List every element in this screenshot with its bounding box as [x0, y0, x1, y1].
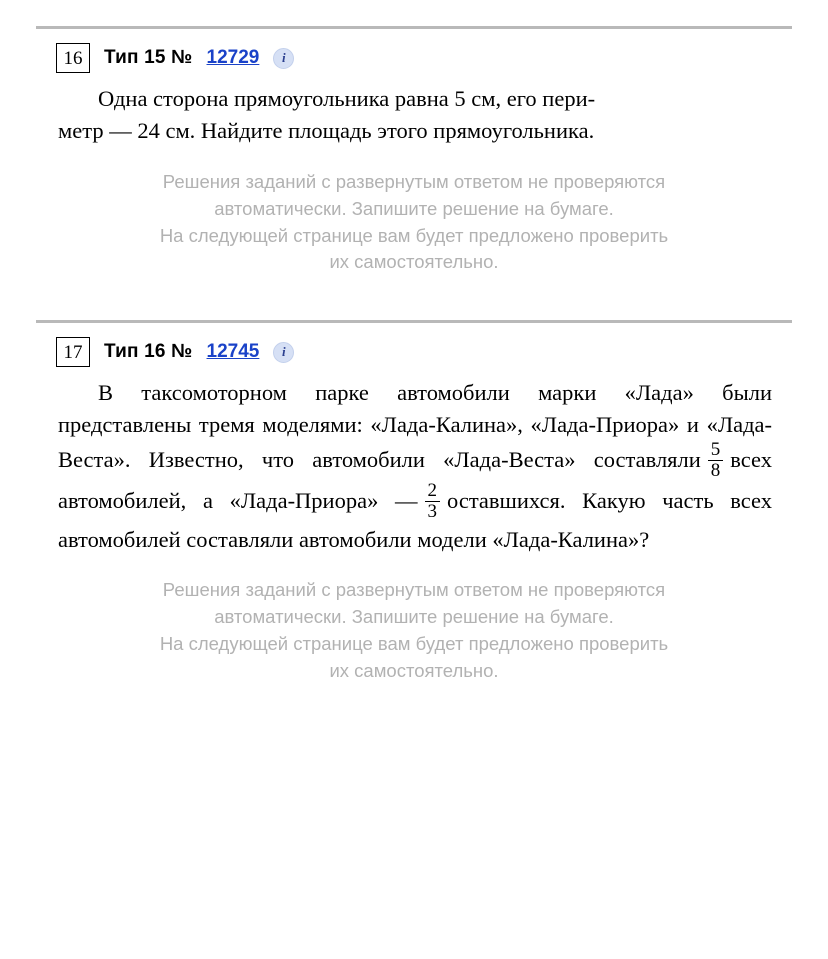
bottom-spacer — [36, 685, 792, 721]
task-block — [36, 29, 792, 276]
fraction-five-eighths — [708, 440, 724, 481]
statement-text: оставшихся. Какую часть всех автомобилей составляли автомобили модели «Лада-Калина»? — [58, 488, 772, 552]
fraction-two-thirds — [425, 481, 441, 522]
task-number-box: 16 — [56, 43, 90, 73]
info-icon[interactable]: i — [273, 48, 294, 69]
note-line: Решения заданий с развернутым ответом не проверяются — [162, 579, 666, 601]
section-spacer — [36, 276, 792, 320]
statement-text: всех автомобилей, а «Лада-Приора» — — [58, 446, 772, 514]
fraction-numerator: 2 — [427, 480, 438, 502]
note-line: автоматически. Запишите решение на бумаге. — [214, 197, 614, 219]
task-statement — [36, 377, 792, 555]
fraction-denominator: 8 — [708, 460, 724, 481]
task-type-label: Тип 15 № — [104, 47, 193, 68]
task-block — [36, 323, 792, 685]
task-header — [36, 43, 792, 73]
statement-text: Одна сторона прямоугольника равна 5 см, его пери- — [98, 86, 596, 111]
task-id-link[interactable]: 12745 — [206, 341, 260, 363]
note-line: их самостоятельно. — [329, 251, 499, 273]
task-number-box: 17 — [56, 337, 90, 367]
info-icon[interactable]: i — [273, 342, 294, 363]
task-type-label: Тип 16 № — [104, 341, 193, 363]
statement-line — [58, 115, 772, 147]
note-line: На следующей странице вам будет предложено проверить — [159, 224, 669, 246]
statement-paragraph — [58, 377, 772, 555]
task-note — [36, 147, 792, 276]
note-line: автоматически. Запишите решение на бумаге. — [214, 606, 614, 628]
note-line: их самостоятельно. — [329, 659, 499, 681]
fraction-numerator: 5 — [710, 439, 721, 460]
task-header — [36, 337, 792, 367]
statement-line — [58, 83, 772, 115]
task-note — [36, 555, 792, 684]
top-spacer — [36, 0, 792, 26]
statement-text: В таксомоторном парке автомобили марки «Лада» были представлены тремя моделями: «Лада-Калина», «Лада-Приора» и «Лада-Веста». Известно, что автомобили «Лада-Веста» составляли — [58, 380, 772, 472]
note-line: На следующей странице вам будет предложено проверить — [159, 633, 669, 655]
task-id-link[interactable]: 12729 — [206, 47, 260, 68]
statement-text: метр — 24 см. Найдите площадь этого прямоугольника. — [58, 117, 595, 143]
task-statement — [36, 83, 792, 147]
note-line: Решения заданий с развернутым ответом не проверяются — [162, 170, 666, 192]
fraction-denominator: 3 — [425, 501, 441, 522]
